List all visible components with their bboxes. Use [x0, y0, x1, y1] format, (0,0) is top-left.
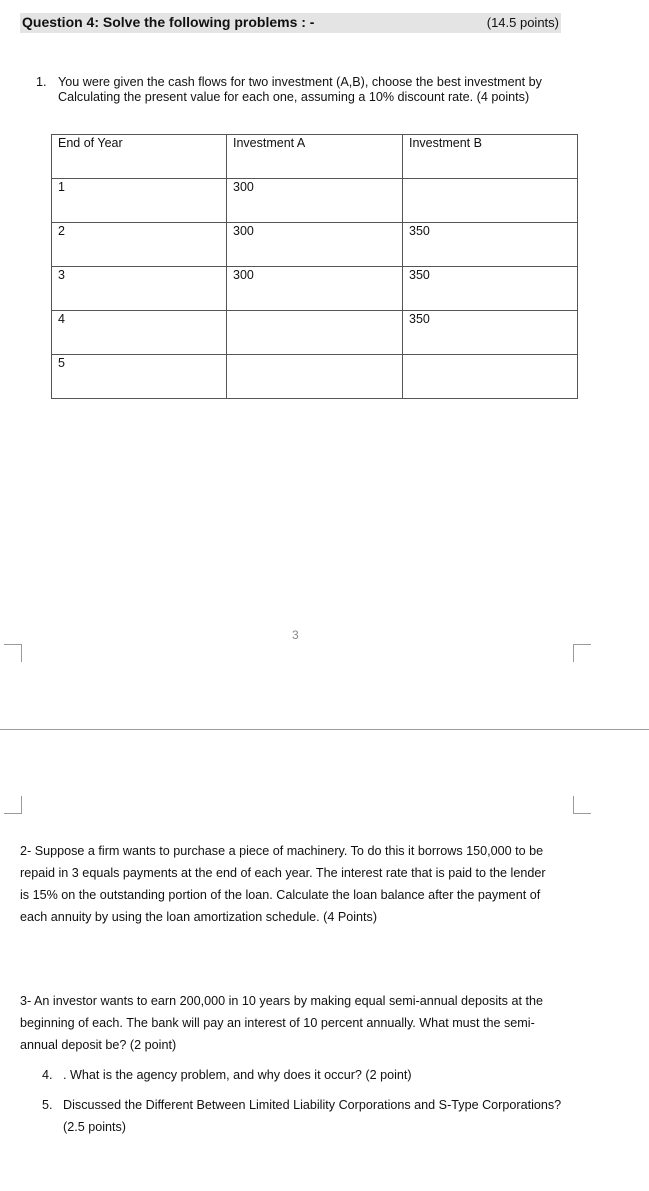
- problem-5-line-2: (2.5 points): [63, 1120, 126, 1134]
- table-row: [52, 355, 578, 399]
- problem-1-line-1: You were given the cash flows for two investment (A,B), choose the best investment by: [58, 75, 542, 89]
- cell-investment-a: [227, 355, 403, 399]
- cell-investment-b: 350: [403, 223, 578, 267]
- problem-1-line-2: Calculating the present value for each one, assuming a 10% discount rate. (4 points): [58, 90, 530, 104]
- page-corner-mark: [4, 796, 22, 814]
- cell-year: 1: [52, 179, 227, 223]
- problem-1-number: 1.: [36, 75, 47, 89]
- header-investment-a: Investment A: [227, 135, 403, 179]
- question-points: (14.5 points): [486, 15, 559, 30]
- problem-4-number: 4.: [42, 1068, 53, 1082]
- problem-3-line-2: beginning of each. The bank will pay an interest of 10 percent annually. What must the semi-: [20, 1016, 535, 1030]
- header-investment-b: Investment B: [403, 135, 578, 179]
- problem-2-line-2: repaid in 3 equals payments at the end of each year. The interest rate that is paid to the lender: [20, 866, 546, 880]
- table-header-row: [52, 135, 578, 179]
- cell-year: 3: [52, 267, 227, 311]
- problem-5-line-1: Discussed the Different Between Limited Liability Corporations and S-Type Corporations?: [63, 1098, 562, 1112]
- cell-investment-b: 350: [403, 267, 578, 311]
- problem-3-line-1: 3- An investor wants to earn 200,000 in 10 years by making equal semi-annual deposits at the: [20, 994, 543, 1008]
- page-corner-mark: [573, 644, 591, 662]
- problem-4-text: . What is the agency problem, and why does it occur? (2 point): [63, 1068, 412, 1082]
- problem-2: [20, 840, 570, 928]
- question-header: [20, 13, 561, 33]
- page-number: 3: [292, 628, 299, 642]
- cell-investment-b: [403, 355, 578, 399]
- table-row: [52, 223, 578, 267]
- table-row: [52, 267, 578, 311]
- table-row: [52, 311, 578, 355]
- table-row: [52, 179, 578, 223]
- cell-investment-a: 300: [227, 179, 403, 223]
- cell-year: 4: [52, 311, 227, 355]
- cell-year: 5: [52, 355, 227, 399]
- problem-5-number: 5.: [42, 1098, 53, 1112]
- header-end-of-year: End of Year: [52, 135, 227, 179]
- cell-year: 2: [52, 223, 227, 267]
- problem-2-line-1: 2- Suppose a firm wants to purchase a piece of machinery. To do this it borrows 150,000 to be: [20, 844, 544, 858]
- cell-investment-b: [403, 179, 578, 223]
- problem-2-line-4: each annuity by using the loan amortization schedule. (4 Points): [20, 910, 378, 924]
- page-corner-mark: [4, 644, 22, 662]
- problem-3-line-3: annual deposit be? (2 point): [20, 1038, 177, 1052]
- problem-2-line-3: is 15% on the outstanding portion of the loan. Calculate the loan balance after the payment of: [20, 888, 541, 902]
- page-corner-mark: [573, 796, 591, 814]
- problem-5-text: [63, 1094, 593, 1138]
- cell-investment-a: 300: [227, 267, 403, 311]
- cell-investment-b: 350: [403, 311, 578, 355]
- cash-flow-table: [51, 134, 578, 399]
- cell-investment-a: 300: [227, 223, 403, 267]
- cell-investment-a: [227, 311, 403, 355]
- problem-1-text: [58, 75, 598, 105]
- page-break-line: [0, 729, 649, 730]
- problem-3: [20, 990, 570, 1056]
- question-title: Question 4: Solve the following problems : -: [22, 14, 315, 30]
